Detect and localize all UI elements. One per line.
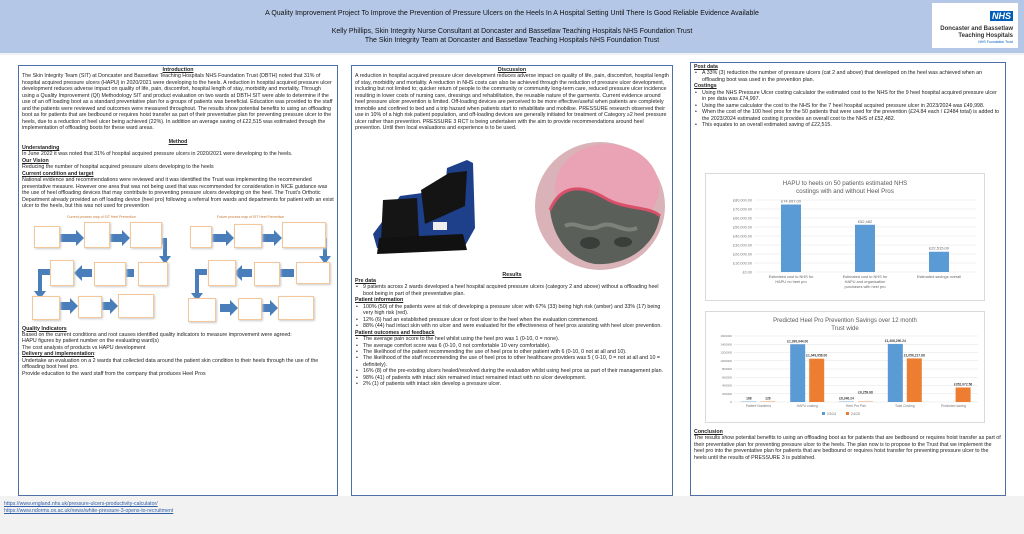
vision-text: Reducing the number of hospital acquired pressure ulcers developing to the heels <box>22 164 214 171</box>
hapu-costings-chart-svg <box>706 174 984 300</box>
bar <box>781 205 801 272</box>
arrow-icon <box>60 230 84 246</box>
patient-information-heading: Patient information <box>355 297 404 304</box>
y-tick-label: 1000000 <box>720 358 732 363</box>
discussion-text: A reduction in hospital acquired pressure ulcer development reduces adverse impact on quality of life, pain, discomfort, hospital length of stay, morbidity and mortality. A reduction in NHS costs can also be achieved through the reduction of pressure ulcer development, including but not limited to; quicker return of people to the community or community long-term care, reduced pressure ulcer incidence resulting in lower costs of nursing care, dressings and rehabilitation, the reusable nature of the garments. Current evidence around heel pressure ulcer prevention is limited. Off-loading devices are perceived to be more effective/useful when patients are completely immobile and confined to bed and a trip hazard when patients start to rehabilitate and mobilise. PRESSURE research observed their use in 10% of a high risk patient population, and off-loading devices are generally initiated for treatment of Category ≥2 heel pressure ulcer rather than prevention. PRESSURE 3 RCT is being undertaken with the aim to provide recommendations around heel prevention. Until then local evaluations and experience is to be used. <box>355 73 669 132</box>
process-step <box>78 296 102 318</box>
bar-24-25 <box>907 358 922 402</box>
chart-title: costings with and without Heel Pros <box>796 188 894 196</box>
patient-outcome-item: • 98% (41) of patients with intact skin remained intact remained intact with no ulcer development. <box>355 375 669 381</box>
process-step <box>118 294 154 318</box>
y-tick-label: £70,000.00 <box>732 207 752 212</box>
reference-link[interactable]: https://www.england.nhs.uk/pressure-ulcers-productivity-calculator/ <box>4 501 158 507</box>
bar-23-24 <box>888 344 903 402</box>
quality-indicator-item: HAPU figures by patient number on the evaluating ward(s) <box>22 338 159 345</box>
arrow-icon <box>34 269 50 299</box>
process-step <box>296 262 330 284</box>
data-label: £52,482 <box>857 218 873 224</box>
patient-outcome-item: • 16% (8) of the pre-existing ulcers healed/resolved during the evaluation whilst using heel pros as part of their management plan. <box>355 368 669 374</box>
patient-information-item: • 88% (44) had intact skin with no ulcer and were evaluated for the effectiveness of heel pros assisting with heel ulcer prevention. <box>355 323 669 329</box>
arrow-icon <box>102 298 118 314</box>
arrow-icon <box>74 265 92 281</box>
patient-information-list <box>355 304 669 330</box>
current-process-map-title: Current process map of SIT Heel Prevention <box>67 214 136 219</box>
chart-title: Predicted Heel Pro Prevention Savings over 12 month <box>773 318 917 324</box>
x-tick-label: Estimated savings overall <box>916 274 962 279</box>
patient-outcome-item: • 2% (1) of patients with intact skin develop a pressure ulcer. <box>355 381 669 387</box>
understanding-heading: Understanding <box>22 144 60 151</box>
legend-swatch <box>822 412 825 415</box>
nhs-logo <box>932 3 1018 48</box>
y-tick-label: 1400000 <box>720 342 732 347</box>
costings-item: • When the cost of the 100 heel pros for the 50 patients that were used for the prevention (£24.84 each / £2484 total) is added to the 2023/2024 estimated costing it provides an overall cost to the NHS of £52,482. <box>694 109 1002 122</box>
post-data-heading: Post data <box>694 64 718 70</box>
bar-23-24 <box>790 344 805 402</box>
process-step <box>94 262 126 286</box>
costings-item: • This equates to an overall estimated saving of £22,515. <box>694 122 1002 128</box>
results-heading: Results <box>502 271 522 278</box>
patient-outcomes-heading: Patient outcomes and feedback <box>355 329 435 336</box>
process-step <box>84 222 110 248</box>
arrow-icon <box>234 265 252 281</box>
data-label: £1,056,217.68 <box>903 353 925 358</box>
costings-item: • Using the same calculator the cost to the NHS for the 7 heel hospital acquired pressure ulcer in 2023/2024 was £49,998. <box>694 103 1002 109</box>
logo-line-1: Doncaster and Bassetlaw <box>940 26 1013 32</box>
conclusion-text: The results show potential benefits to using an offloading boot as for patients that are bedbound or requires hoist transfer as part of their preventative plan for preventing pressure ulcer to the heels. The plan now is to propose to the Trust that we implement the heel pro into the preventative plan for patients that are bedbound or requires hoist transfer for preventing pressure ulcer to the heels until the results of PRESSURE 3 is published. <box>694 435 1001 461</box>
process-step <box>238 298 262 320</box>
conclusion-heading: Conclusion <box>694 429 723 435</box>
data-label: £1,049,958.00 <box>806 353 828 358</box>
x-tick-label: HAPU and organisation <box>844 279 886 284</box>
data-label: £1,399,944.00 <box>787 339 809 344</box>
process-step <box>234 224 262 248</box>
predicted-savings-chart-svg <box>706 312 984 422</box>
y-tick-label: £40,000.00 <box>732 234 752 239</box>
patient-outcome-item: • The likelihood of the patient recommending the use of heel pros to other patient with 6 (0-10, 0 not at all and 10). <box>355 349 669 355</box>
data-label: 126 <box>765 396 771 401</box>
patient-outcome-item: • The average pain score to the heel whilst using the heel pro was 1 (0-10, 0 = none). <box>355 336 669 342</box>
data-label: £22,515.00 <box>928 245 950 251</box>
patient-outcome-item: • The likelihood of the staff recommending the use of heel pros to other healthcare providers was 5 ( 0-10, 0 = not at all and 10 = definitely). <box>355 355 669 368</box>
process-step <box>254 262 280 286</box>
process-maps <box>22 214 334 324</box>
references <box>4 501 173 515</box>
y-tick-label: 400000 <box>721 383 732 388</box>
introduction-text: The Skin Integrity Team (SIT) at Doncaster and Bassetlaw Teaching Hospitals NHS Foundation Trust (DBTH) noted that 31% of hospital acquired pressure ulcers (HAPU) in 2020/2021 were developing to the heels. A reduction in hospital acquired pressure ulcer development reduces adverse impact on quality of life, pain, discomfort, hospital length of stay, morbidity and mortality. Through using a Quality Improvement (QI) Methodology SIT and product evaluation on two wards at DBTH SIT were able to determine if the use of an off loading boot as a standard preventative plan for a groups of patients was beneficial. Education was provided to the staff and the patients were reviewed and outcomes were measured throughout. The results show potential benefits to using an offloading boot as for patients that are bedbound or requires hoist transfer as part of their preventative plan for preventing pressure ulcer to the heels, due to a reduction of heel ulcer being achieved (22%). In addition an average saving of £22,515 was estimated through the implementation of offloading boots for these ward areas. <box>22 73 333 132</box>
patient-information-item: • 12% (6) had an established pressure ulcer or foot ulcer to the heel when the evaluation commenced. <box>355 317 669 323</box>
legend-swatch <box>846 412 849 415</box>
arrow-icon <box>191 269 207 301</box>
y-tick-label: 1200000 <box>720 350 732 355</box>
reference-link[interactable]: https://www.ndorms.ox.ac.uk/news/white-pressure-3-opens-to-recruitment <box>4 508 174 514</box>
x-tick-label: Predicted saving <box>941 404 967 408</box>
arrow-icon <box>110 230 130 246</box>
y-tick-label: 800000 <box>721 367 732 372</box>
process-step <box>282 222 326 248</box>
logo-line-3: NHS Foundation Trust <box>978 40 1013 44</box>
introduction-heading: Introduction <box>162 67 194 73</box>
legend-label: 24/25 <box>851 411 860 416</box>
process-step <box>188 298 216 322</box>
process-step <box>278 296 314 320</box>
poster-author: Kelly Phillips, Skin Integrity Nurse Consultant at Doncaster and Bassetlaw Teaching Hospitals NHS Foundation Trust <box>331 28 693 35</box>
x-tick-label: Heel Pro Pair <box>845 404 867 408</box>
delivery-colon: : <box>94 351 96 358</box>
y-tick-label: £80,000.00 <box>732 198 752 203</box>
chart-title: Trust wide <box>831 326 859 332</box>
bar-24-25 <box>956 387 971 402</box>
logo-line-2: Teaching Hospitals <box>958 33 1013 39</box>
process-step <box>50 260 74 286</box>
introduction-method-panel <box>18 65 338 496</box>
post-data-list <box>694 70 1002 83</box>
delivery-text: Undertake an evaluation on a 2 wards that collected data around the patient skin condition to their heels through the use of the offloading boot heel pro. <box>22 357 319 371</box>
patient-outcome-item: • The average comfort score was 6 (0-10, 0 not comfortable 10 very comfortable). <box>355 343 669 349</box>
quality-indicators-heading: Quality Indicators <box>22 325 67 332</box>
arrow-icon <box>60 298 78 314</box>
poster-team: The Skin Integrity Team at Doncaster and Bassetlaw Teaching Hospitals NHS Foundation Trust <box>364 37 660 44</box>
costings-heading: Costings <box>694 83 717 90</box>
y-tick-label: 0 <box>730 400 732 405</box>
y-tick-label: £0.00 <box>742 270 752 275</box>
discussion-results-panel <box>351 65 673 496</box>
future-process-map-title: Future process map of SIT Heel Prevention <box>217 214 285 219</box>
y-tick-label: 200000 <box>721 391 732 396</box>
costings-list <box>694 90 1002 129</box>
y-tick-label: £10,000.00 <box>732 261 752 266</box>
y-tick-label: £20,000.00 <box>732 252 752 257</box>
pre-data-list <box>355 284 669 297</box>
x-tick-label: Total Costing <box>894 404 915 408</box>
images-row <box>355 138 669 272</box>
x-tick-label: purchases with heel pro <box>844 284 886 289</box>
heel-ulcer-image <box>535 142 665 270</box>
heel-pro-boot-image <box>373 160 475 254</box>
x-tick-label: HAPU no heel pro <box>775 279 807 284</box>
process-step <box>130 222 162 248</box>
x-tick-label: Estimated cost to NHS for <box>842 274 888 279</box>
data-label: 168 <box>746 396 752 401</box>
bar-24-25 <box>809 359 824 402</box>
arrow-icon <box>262 230 282 246</box>
y-tick-label: £50,000.00 <box>732 225 752 230</box>
patient-outcomes-list <box>355 336 669 388</box>
quality-indicators-text: Based on the current conditions and root causes identified quality indicators to measure improvement were agreed: <box>22 331 292 338</box>
y-tick-label: £30,000.00 <box>732 243 752 248</box>
data-label: £8,346.24 <box>839 396 854 401</box>
data-label: £1,408,290.24 <box>884 338 906 343</box>
delivery-heading: Delivery and implementation <box>22 351 95 358</box>
pre-data-item: • 9 patients across 2 wards developed a heel hospital acquired pressure ulcers (category 2 and above) without a offloading heel boot being in part of their preventative plan. <box>355 284 669 297</box>
y-tick-label: £60,000.00 <box>732 216 752 221</box>
bar <box>855 225 875 272</box>
predicted-savings-chart <box>705 311 985 423</box>
discussion-heading: Discussion <box>497 67 527 73</box>
costings-item: • Using the NHS Pressure Ulcer costing calculator the estimated cost to the NHS for the 9 heel hospital acquired pressure ulcer in pre data was £74,997. <box>694 90 1002 103</box>
process-step <box>34 226 60 248</box>
data-label: £74,997.00 <box>780 198 802 204</box>
vision-heading: Our Vision <box>22 157 49 164</box>
bar <box>929 252 949 272</box>
post-data-item: • A 33% (3) reduction the number of pressure ulcers (cat 2 and above) that developed on the heel was achieved when an offloading boot was used in the prevention plan. <box>694 70 1002 83</box>
condition-heading: Current condition and target <box>22 170 94 177</box>
process-step <box>208 260 236 286</box>
arrow-icon <box>212 230 234 246</box>
images <box>355 138 671 272</box>
y-tick-label: 600000 <box>721 375 732 380</box>
arrow-icon <box>220 300 238 316</box>
y-tick-label: 1600000 <box>720 334 732 339</box>
poster-title: A Quality Improvement Project To Improve the Prevention of Pressure Ulcers on the Heels In A Hospital Setting Until There Is Good Reliable Evidence Available <box>265 10 759 17</box>
x-tick-label: Estimated cost to NHS for <box>768 274 814 279</box>
arrow-icon <box>262 300 278 316</box>
x-tick-label: Patient Numbers <box>745 404 772 408</box>
understanding-text: In June 2022 it was noted that 31% of hospital acquired pressure ulcers in 2020/2021 were developing to the heels. <box>22 151 293 158</box>
post-data-panel <box>690 62 1006 496</box>
quality-indicator-item: The cost analysis of products vs HAPU development <box>22 344 146 351</box>
conclusion-section <box>694 429 1002 461</box>
process-step <box>32 296 60 320</box>
delivery-text: Provide education to the ward staff from the company that produces Heel Pros <box>22 370 206 377</box>
process-step <box>190 226 212 248</box>
process-step <box>138 262 168 286</box>
chart-title: HAPU to heels on 50 patients estimated NHS <box>782 180 908 187</box>
nhs-logo-mark: NHS <box>991 11 1011 21</box>
condition-text: National evidence and recommendations were reviewed and it was identified the Trust was implementing the recommended preventative measure. However one area that was not being used that was recommended for consideration in NICE guidance was the use of heel offloading devices that may contribute to preventing pressure ulcers developing on the heel. The Trust's Orthotic Department already provided an off loading device (heel pro) following a referral from wards and departments for patient with an exist ulcer to the heels, but this was not used for prevention <box>22 177 334 210</box>
method-heading: Method <box>168 138 188 145</box>
data-label: £352,072.56 <box>953 382 973 387</box>
x-tick-label: HAPU costing <box>796 404 818 408</box>
data-label: £6,259.68 <box>858 390 873 395</box>
hapu-costings-chart <box>705 173 985 301</box>
pre-data-heading: Pre data <box>355 277 376 284</box>
patient-information-item: • 100% (50) of the patients were at risk of developing a pressure ulcer with 67% (33) being high risk (amber) and 33% (17) being very high risk (red). <box>355 304 669 317</box>
poster-header <box>0 0 1024 53</box>
legend-label: 23/24 <box>827 411 836 416</box>
